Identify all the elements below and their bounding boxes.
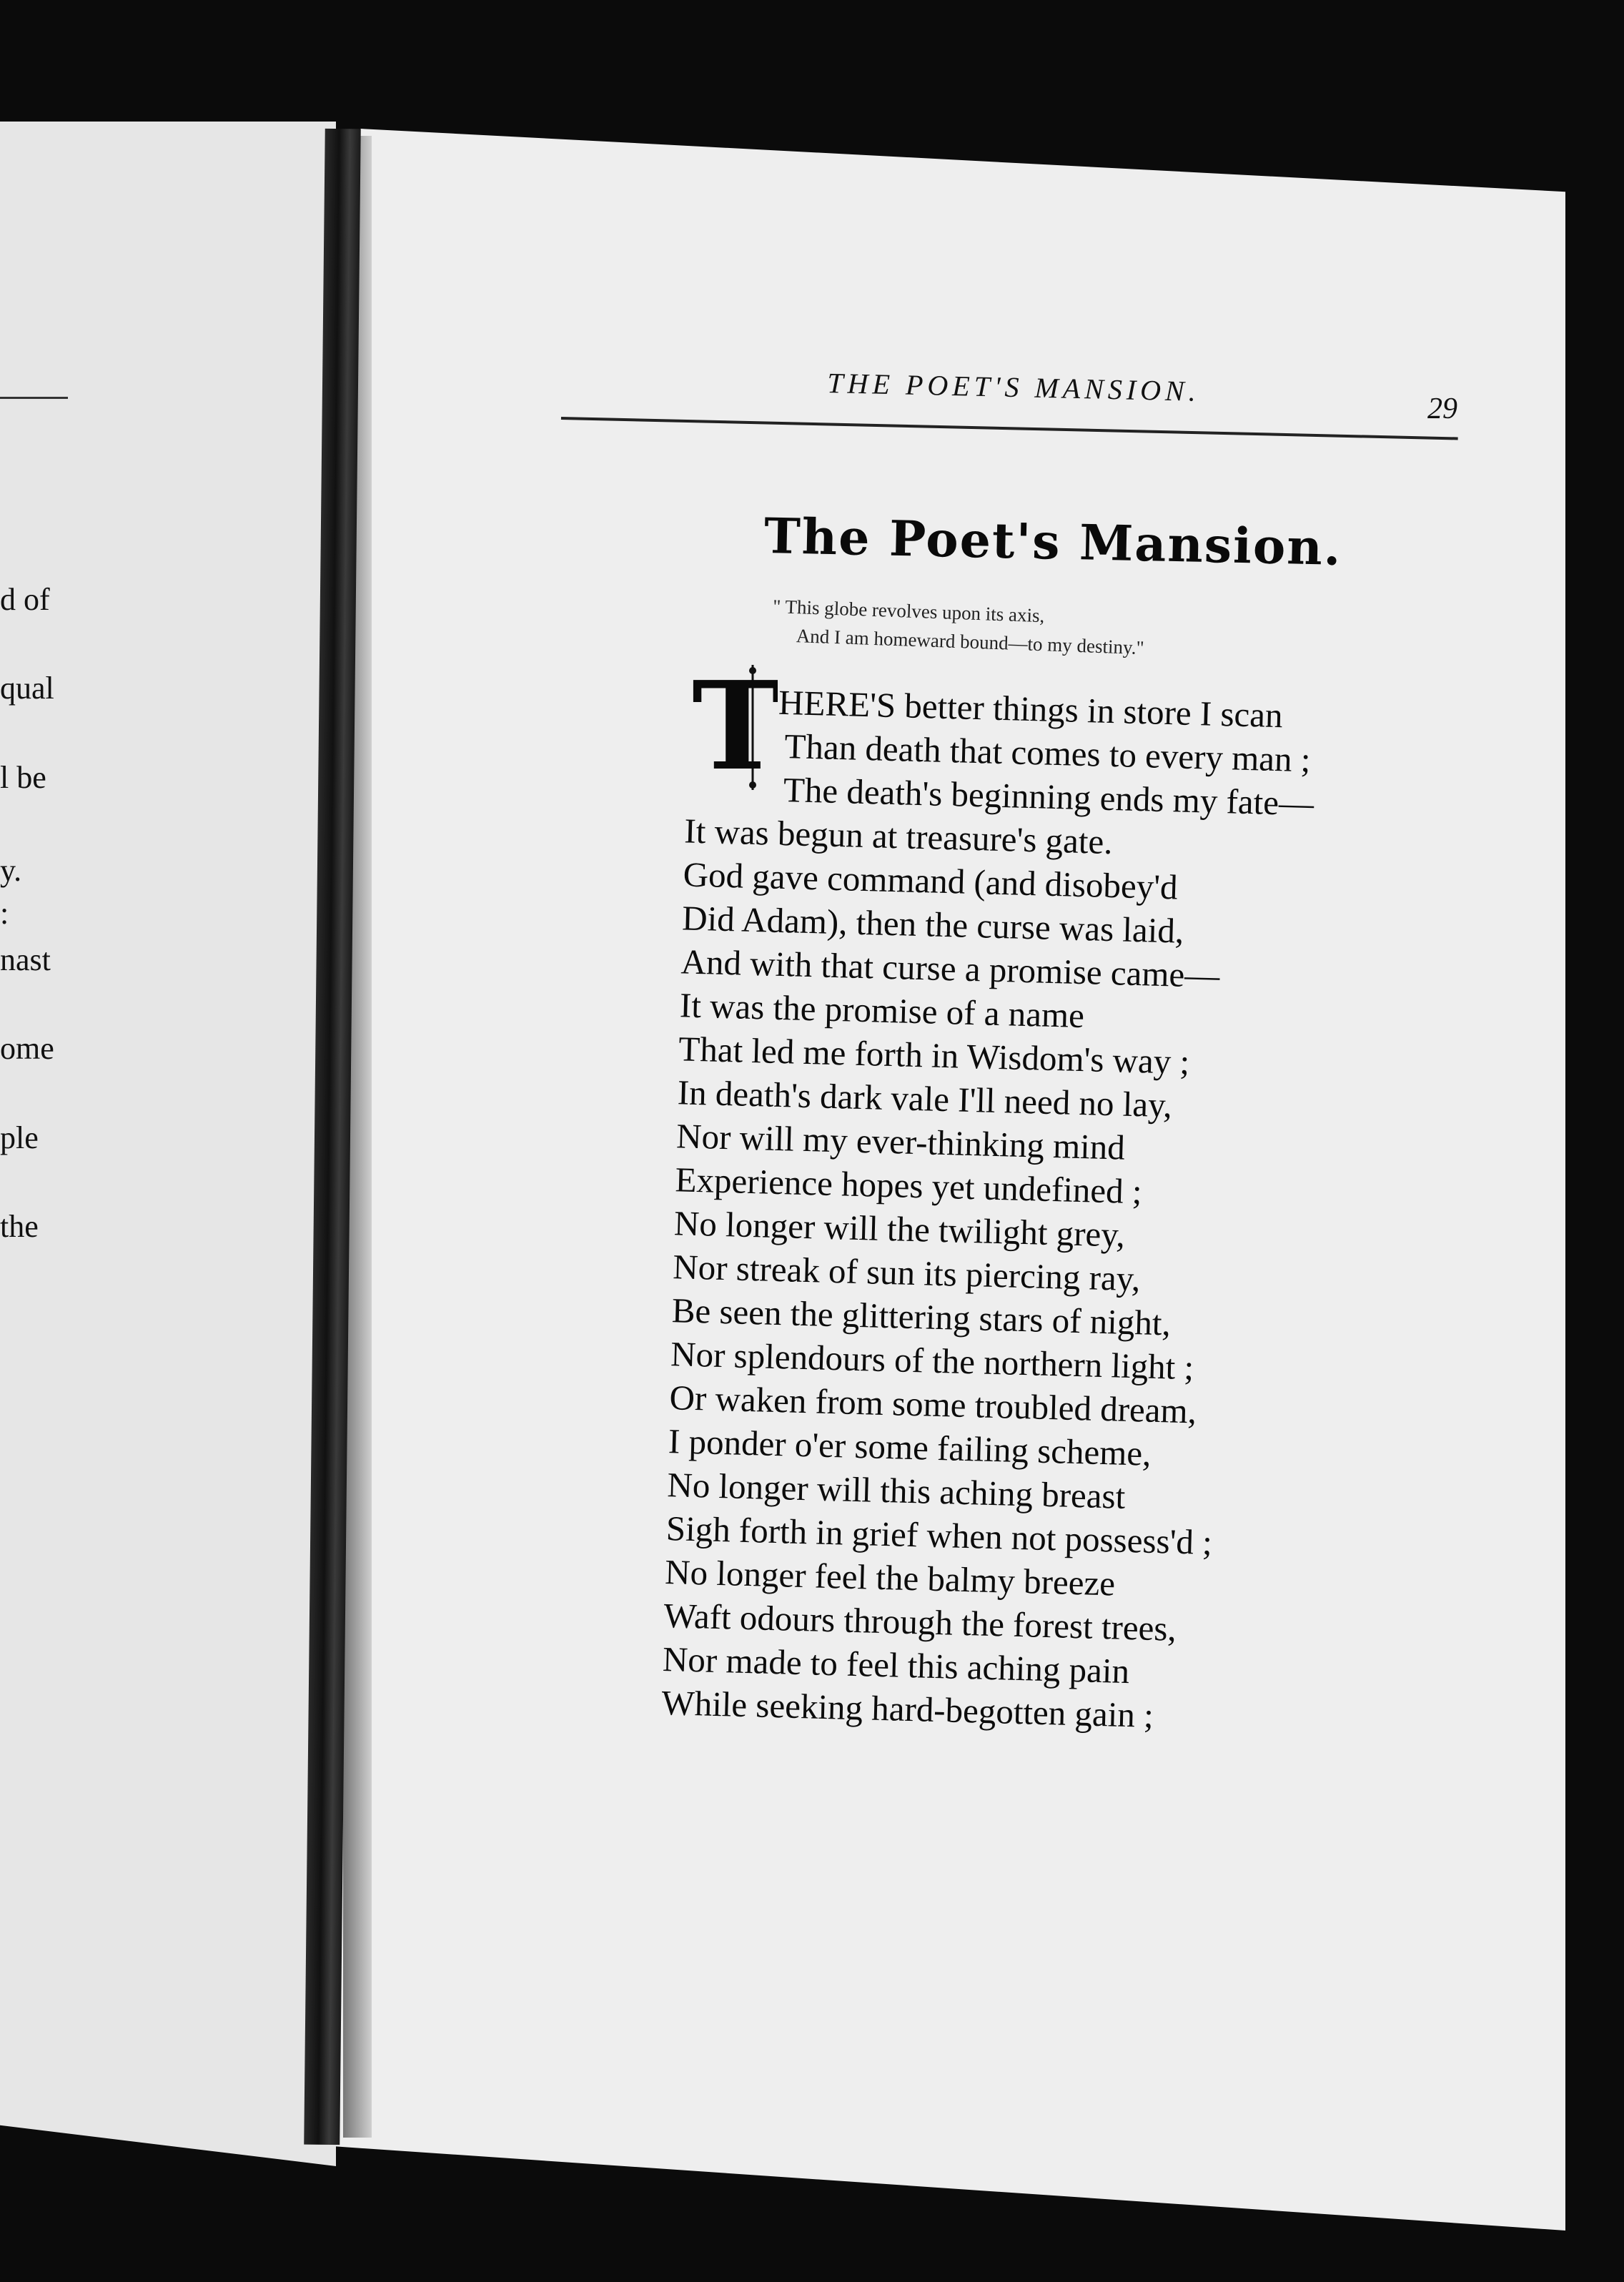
running-title: THE POET'S MANSION. (826, 366, 1201, 408)
left-text-fragment: y. (0, 853, 22, 888)
poem-line: Did Adam), then the curse was laid, (681, 898, 1184, 951)
epigraph-line: And I am homeward bound—to my destiny." (796, 625, 1145, 659)
left-text-fragment: : (0, 896, 9, 931)
drop-cap (685, 665, 778, 790)
poem-line: Nor made to feel this aching pain (662, 1639, 1130, 1691)
left-text-fragment: nast (0, 942, 51, 977)
poem-line: HERE'S better things in store I scan (778, 682, 1284, 736)
left-page (0, 122, 336, 2166)
drop-cap-letter: T (692, 665, 778, 790)
poem-line: It was begun at treasure's gate. (683, 811, 1114, 862)
left-page-rule (0, 397, 68, 399)
poem-line: Nor splendours of the northern light ; (670, 1334, 1194, 1388)
poem-line: That led me forth in Wisdom's way ; (678, 1029, 1190, 1082)
poem-line: The death's beginning ends my fate— (783, 770, 1314, 824)
poem-line: Or waken from some troubled dream, (668, 1378, 1197, 1431)
poem-line: No longer will this aching breast (666, 1465, 1126, 1516)
poem-line: Than death that comes to every man ; (783, 726, 1312, 780)
poem-line: Nor will my ever-thinking mind (675, 1116, 1126, 1167)
poem-line: And with that curse a promise came— (680, 942, 1220, 996)
poem-line: No longer feel the balmy breeze (664, 1552, 1116, 1604)
poem-line: While seeking hard-begotten gain ; (660, 1682, 1154, 1735)
poem-line: God gave command (and disobey'd (683, 854, 1179, 907)
page-number: 29 (1427, 392, 1457, 425)
poem-line: In death's dark vale I'll need no lay, (677, 1072, 1173, 1125)
poem-line: Nor streak of sun its piercing ray, (672, 1247, 1142, 1299)
left-text-fragment: ome (0, 1031, 54, 1066)
poem-line: Waft odours through the forest trees, (663, 1596, 1177, 1649)
poem-line: Be seen the glittering stars of night, (671, 1290, 1172, 1343)
drop-cap-ornament (685, 665, 778, 790)
left-text-fragment: the (0, 1209, 39, 1244)
poem-line: Experience hopes yet undefined ; (674, 1160, 1143, 1212)
epigraph-line: " This globe revolves upon its axis, (772, 595, 1045, 627)
poem-line: It was the promise of a name (679, 985, 1085, 1036)
left-text-fragment: qual (0, 671, 54, 706)
poem-line: I ponder o'er some failing scheme, (668, 1421, 1152, 1473)
left-text-fragment: d of (0, 582, 50, 617)
poem-title: The Poet's Mansion. (763, 508, 1343, 577)
left-text-fragment: ple (0, 1120, 39, 1155)
poem-line: Sigh forth in grief when not possess'd ; (665, 1508, 1213, 1563)
poem-line: No longer will the twilight grey, (673, 1203, 1126, 1255)
left-text-fragment: l be (0, 760, 46, 795)
